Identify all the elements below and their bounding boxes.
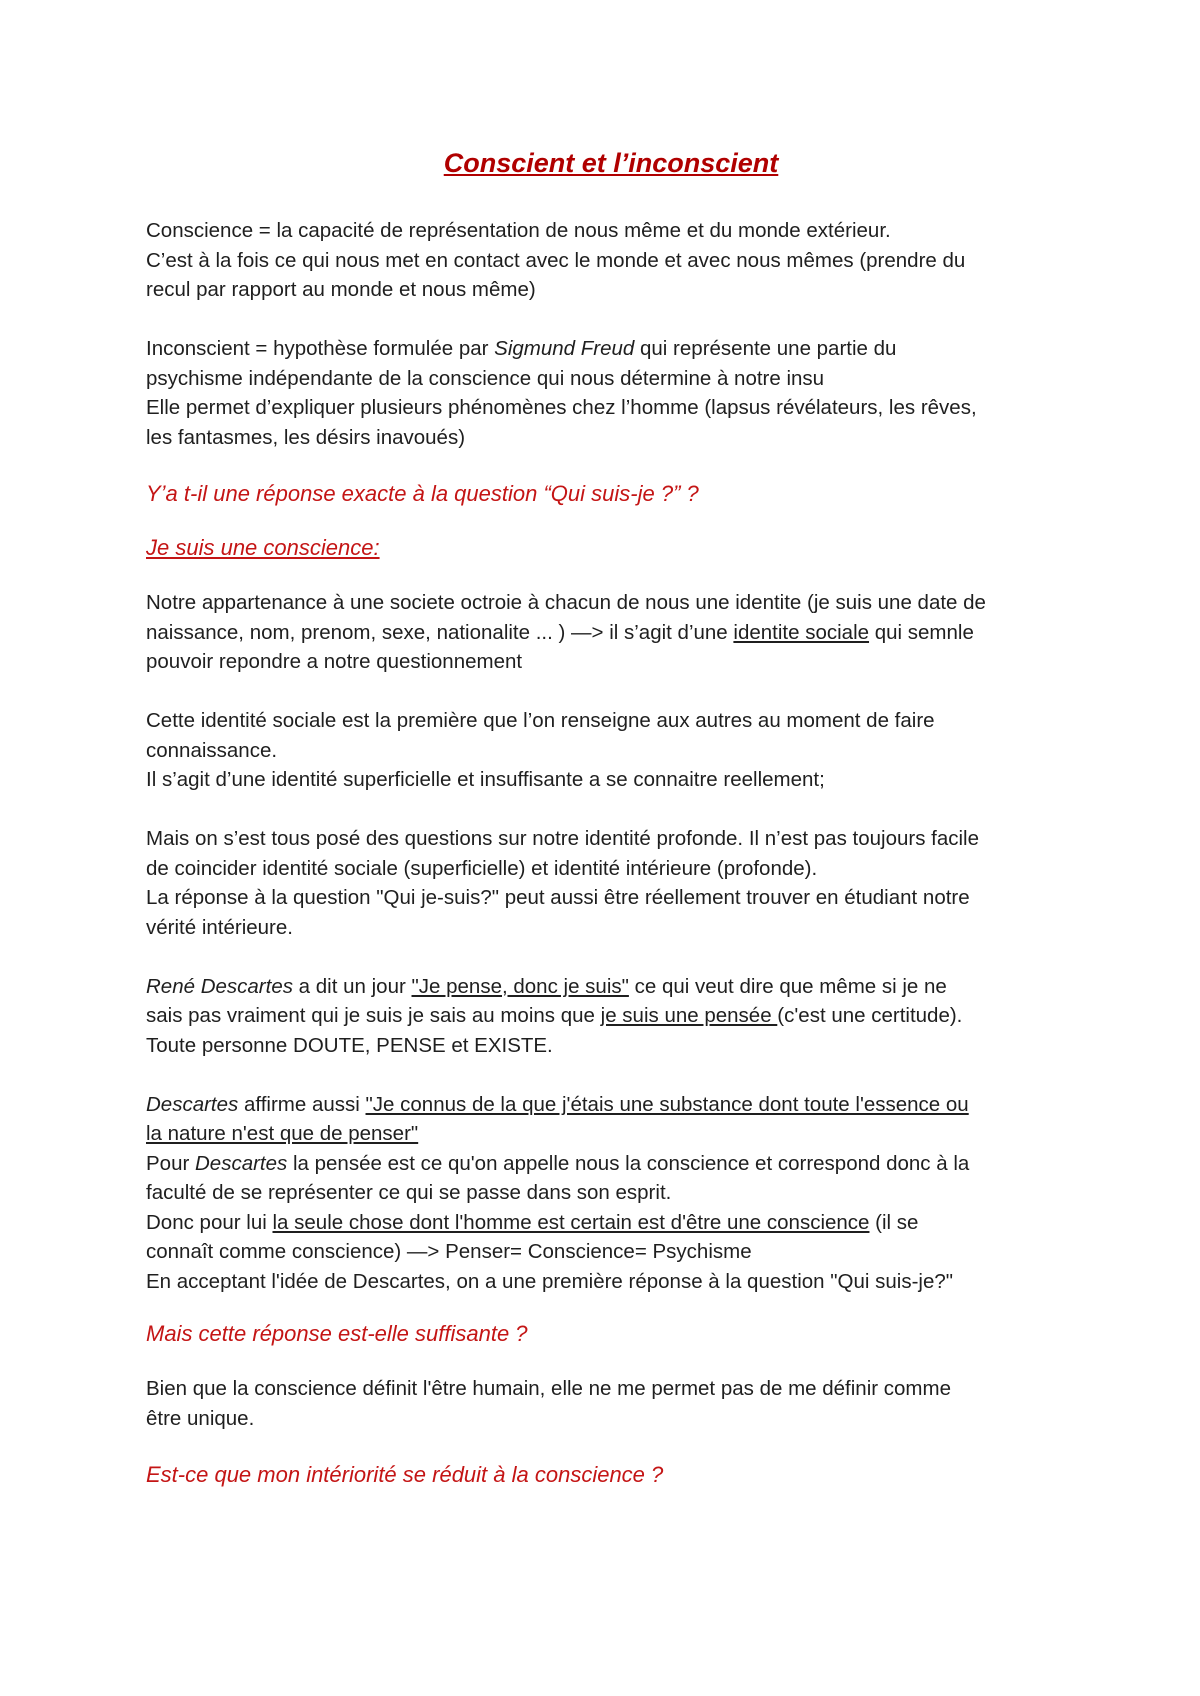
text-line xyxy=(146,1119,1076,1149)
text-run: la pensée est ce qu'on appelle nous la conscience et correspond donc à la xyxy=(287,1151,970,1175)
text-run: affirme aussi xyxy=(238,1092,366,1116)
descartes-name: René Descartes xyxy=(146,974,293,998)
underlined-quote: la nature n'est que de penser" xyxy=(146,1122,419,1145)
text-line: En acceptant l'idée de Descartes, on a une première réponse à la question "Qui suis-je?" xyxy=(146,1269,954,1293)
text-line: connaît comme conscience) —> Penser= Conscience= Psychisme xyxy=(146,1240,752,1263)
descartes-name: Descartes xyxy=(195,1151,288,1175)
paragraph-identite-superficielle xyxy=(146,706,1076,795)
text-line: Toute personne DOUTE, PENSE et EXISTE. xyxy=(146,1033,553,1057)
text-line: C’est à la fois ce qui nous met en contact avec le monde et avec nous mêmes (prendre du xyxy=(146,248,966,272)
text-run: qui semnle xyxy=(869,620,974,644)
paragraph-descartes-substance xyxy=(146,1090,1076,1297)
paragraph-inconscient-definition xyxy=(146,334,1076,452)
text-run: (il se xyxy=(869,1210,919,1234)
freud-name: Sigmund Freud xyxy=(494,337,635,360)
text-line: connaissance. xyxy=(146,738,278,762)
question-heading-1: Y’a t-il une réponse exacte à la question “Qui suis-je ?” ? xyxy=(146,481,699,506)
text-line xyxy=(146,334,1076,364)
text-line: les fantasmes, les désirs inavoués) xyxy=(146,425,466,449)
text-line: Elle permet d’expliquer plusieurs phénomènes chez l’homme (lapsus révélateurs, les rêves, xyxy=(146,396,977,419)
text-line: La réponse à la question "Qui je-suis?" peut aussi être réellement trouver en étudiant notre xyxy=(146,886,970,909)
text-run: Pour xyxy=(146,1151,195,1175)
text-line xyxy=(146,618,1076,648)
text-run: naissance, nom, prenom, sexe, nationalite ... ) —> il s’agit d’une xyxy=(146,620,734,644)
text-line: faculté de se représenter ce qui se passe dans son esprit. xyxy=(146,1181,672,1204)
paragraph-conscience-definition xyxy=(146,216,1076,305)
text-line xyxy=(146,1149,1076,1179)
text-run: (c'est une certitude). xyxy=(777,1004,963,1027)
text-run: Donc pour lui xyxy=(146,1210,273,1234)
text-run: a dit un jour xyxy=(292,974,412,998)
text-line xyxy=(146,1001,1076,1031)
paragraph-identite-profonde xyxy=(146,824,1076,942)
text-line: Cette identité sociale est la première que l’on renseigne aux autres au moment de faire xyxy=(146,709,935,732)
question-heading-2: Mais cette réponse est-elle suffisante ? xyxy=(146,1321,528,1346)
subheading-je-suis-une-conscience: Je suis une conscience: xyxy=(146,535,380,560)
underlined-term: la seule chose dont l'homme est certain est d'être une conscience xyxy=(272,1210,870,1234)
document-body xyxy=(146,146,1076,1491)
text-line: recul par rapport au monde et nous même) xyxy=(146,278,536,301)
document-title: Conscient et l’inconscient xyxy=(443,148,779,178)
descartes-name: Descartes xyxy=(146,1092,239,1116)
text-line: Conscience = la capacité de représentation de nous même et du monde extérieur. xyxy=(146,219,891,242)
paragraph-descartes-cogito xyxy=(146,972,1076,1061)
text-line: Il s’agit d’une identité superficielle et insuffisante a se connaitre reellement; xyxy=(146,768,825,791)
paragraph-identite-sociale xyxy=(146,588,1076,677)
text-run: sais pas vraiment qui je suis je sais au moins que xyxy=(146,1004,601,1027)
text-line: pouvoir repondre a notre questionnement xyxy=(146,650,523,673)
question-heading-3: Est-ce que mon intériorité se réduit à la conscience ? xyxy=(146,1462,664,1487)
text-line xyxy=(146,972,1076,1002)
paragraph-etre-unique xyxy=(146,1374,1076,1433)
text-run: Inconscient = hypothèse formulée par xyxy=(146,337,495,360)
underlined-term: identite sociale xyxy=(733,620,870,644)
underlined-quote: "Je pense, donc je suis" xyxy=(411,974,629,998)
underlined-quote: "Je connus de la que j'étais une substance dont toute l'essence ou xyxy=(365,1092,969,1116)
text-line xyxy=(146,1090,1076,1120)
text-line: de coincider identité sociale (superficielle) et identité intérieure (profonde). xyxy=(146,856,818,880)
text-line: Mais on s’est tous posé des questions sur notre identité profonde. Il n’est pas toujours facile xyxy=(146,827,980,850)
text-run: qui représente une partie du xyxy=(634,337,897,360)
text-line: vérité intérieure. xyxy=(146,915,293,939)
text-run: ce qui veut dire que même si je ne xyxy=(628,974,947,998)
underlined-term: je suis une pensée xyxy=(600,1004,778,1027)
text-line xyxy=(146,1208,1076,1238)
text-line: être unique. xyxy=(146,1406,255,1430)
text-line: psychisme indépendante de la conscience qui nous détermine à notre insu xyxy=(146,366,825,390)
text-line: Bien que la conscience définit l'être humain, elle ne me permet pas de me définir comme xyxy=(146,1377,951,1400)
text-line: Notre appartenance à une societe octroie à chacun de nous une identite (je suis une date de xyxy=(146,591,986,614)
